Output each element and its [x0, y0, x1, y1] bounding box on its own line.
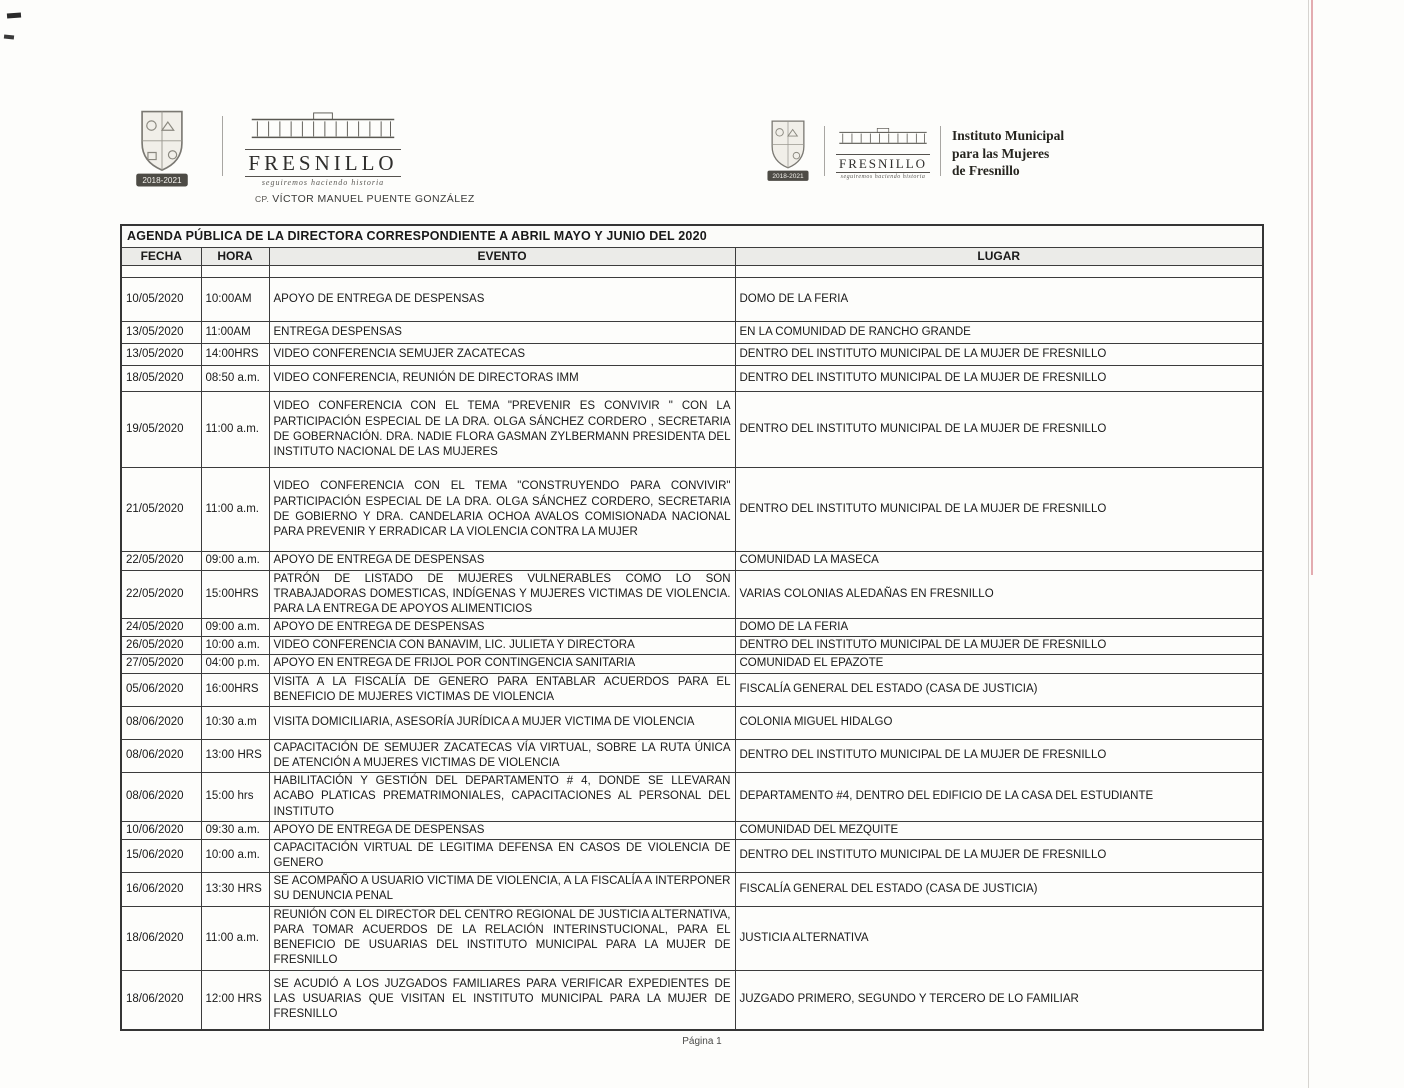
cell-hora: 14:00HRS [201, 344, 269, 366]
cell-fecha: 05/06/2020 [121, 673, 201, 706]
cell-hora: 08:50 a.m. [201, 366, 269, 392]
table-row [121, 570, 1263, 619]
cell-lugar: DENTRO DEL INSTITUTO MUNICIPAL DE LA MUJER DE FRESNILLO [735, 739, 1263, 772]
scan-red-line [1311, 0, 1313, 575]
cell-lugar: DENTRO DEL INSTITUTO MUNICIPAL DE LA MUJER DE FRESNILLO [735, 392, 1263, 468]
cell-fecha: 13/05/2020 [121, 344, 201, 366]
cell-fecha: 13/05/2020 [121, 322, 201, 344]
cell-lugar: COMUNIDAD EL EPAZOTE [735, 655, 1263, 673]
cell-hora: 10:00 a.m. [201, 637, 269, 655]
cell-fecha: 24/05/2020 [121, 619, 201, 637]
cell-fecha: 16/06/2020 [121, 873, 201, 906]
cell-evento: VIDEO CONFERENCIA CON EL TEMA "CONSTRUYENDO PARA CONVIVIR" PARTICIPACIÓN ESPECIAL DE LA DRA. OLGA SÁNCHEZ CORDERO, SECRETARIA DE GOBIERNO Y DRA. CANDELARIA OCHOA AVALOS COMISIONADA NACIONAL PARA PREVENIR Y ERRADICAR LA VIOLENCIA CONTRA LA MUJER [269, 468, 735, 552]
agenda-table-head [121, 225, 1263, 278]
table-row [121, 821, 1263, 839]
table-row [121, 970, 1263, 1030]
table-header-row [121, 247, 1263, 266]
cell-lugar: DENTRO DEL INSTITUTO MUNICIPAL DE LA MUJER DE FRESNILLO [735, 344, 1263, 366]
table-row [121, 873, 1263, 906]
agenda-rows [121, 278, 1263, 1030]
cell-evento: CAPACITACIÓN VIRTUAL DE LEGITIMA DEFENSA EN CASOS DE VIOLENCIA DE GENERO [269, 839, 735, 872]
cell-evento: APOYO DE ENTREGA DE DESPENSAS [269, 619, 735, 637]
cell-evento: HABILITACIÓN Y GESTIÓN DEL DEPARTAMENTO # 4, DONDE SE LLEVARAN ACABO PLATICAS PREMATRIMONIALES, CAPACITACIONES AL PERSONAL DEL INSTITUTO [269, 773, 735, 822]
cell-fecha: 08/06/2020 [121, 706, 201, 739]
cell-hora: 09:00 a.m. [201, 552, 269, 570]
institute-line: Instituto Municipal [952, 128, 1065, 143]
table-title-row [121, 225, 1263, 247]
column-header-evento: EVENTO [269, 247, 735, 266]
cell-evento: APOYO DE ENTREGA DE DESPENSAS [269, 821, 735, 839]
table-row [121, 637, 1263, 655]
cell-evento: SE ACOMPAÑO A USUARIO VICTIMA DE VIOLENCIA, A LA FISCALÍA A INTERPONER SU DENUNCIA PENAL [269, 873, 735, 906]
cell-hora: 10:30 a.m [201, 706, 269, 739]
institute-name [952, 127, 1064, 180]
cell-hora: 10:00 a.m. [201, 839, 269, 872]
cell-hora: 11:00 a.m. [201, 906, 269, 970]
column-header-hora: HORA [201, 247, 269, 266]
cell-lugar: COMUNIDAD DEL MEZQUITE [735, 821, 1263, 839]
signatory-name: VÍCTOR MANUEL PUENTE GONZÁLEZ [272, 193, 475, 205]
agenda-table [120, 224, 1264, 1031]
table-row [121, 906, 1263, 970]
cell-lugar: DEPARTAMENTO #4, DENTRO DEL EDIFICIO DE LA CASA DEL ESTUDIANTE [735, 773, 1263, 822]
cell-fecha: 22/05/2020 [121, 552, 201, 570]
cell-evento: PATRÓN DE LISTADO DE MUJERES VULNERABLES COMO LO SON TRABAJADORAS DOMESTICAS, INDÍGENAS Y MUJERES VICTIMAS DE VIOLENCIA. PARA LA ENTREGA DE APOYOS ALIMENTICIOS [269, 570, 735, 619]
cell-fecha: 18/06/2020 [121, 970, 201, 1030]
cell-hora: 15:00HRS [201, 570, 269, 619]
column-header-lugar: LUGAR [735, 247, 1263, 266]
header-divider [940, 126, 941, 176]
fresnillo-tagline: seguiremos haciendo historia [840, 174, 926, 180]
column-header-fecha: FECHA [121, 247, 201, 266]
cell-lugar: VARIAS COLONIAS ALEDAÑAS EN FRESNILLO [735, 570, 1263, 619]
cell-evento: VISITA A LA FISCALÍA DE GENERO PARA ENTABLAR ACUERDOS PARA EL BENEFICIO DE MUJERES VICTIMAS DE VIOLENCIA [269, 673, 735, 706]
cell-evento: VIDEO CONFERENCIA CON BANAVIM, LIC. JULIETA Y DIRECTORA [269, 637, 735, 655]
table-row [121, 392, 1263, 468]
cell-evento: REUNIÓN CON EL DIRECTOR DEL CENTRO REGIONAL DE JUSTICIA ALTERNATIVA, PARA TOMAR ACUERDOS DE LA RELACIÓN INTERINSTUCIONAL, PARA EL BENEFICIO DE USUARIAS DEL INSTITUTO MUNICIPAL PARA LA MUJER DE FRESNILLO [269, 906, 735, 970]
seal-years-label: 2018-2021 [142, 175, 182, 185]
cell-lugar: DENTRO DEL INSTITUTO MUNICIPAL DE LA MUJER DE FRESNILLO [735, 637, 1263, 655]
table-title: AGENDA PÚBLICA DE LA DIRECTORA CORRESPONDIENTE A ABRIL MAYO Y JUNIO DEL 2020 [121, 225, 1263, 247]
cell-evento: VIDEO CONFERENCIA, REUNIÓN DE DIRECTORAS IMM [269, 366, 735, 392]
table-row [121, 773, 1263, 822]
seal-years-label: 2018-2021 [772, 173, 804, 181]
cell-evento: CAPACITACIÓN DE SEMUJER ZACATECAS VÍA VIRTUAL, SOBRE LA RUTA ÚNICA DE ATENCIÓN A MUJERES VICTIMAS DE VIOLENCIA [269, 739, 735, 772]
cell-evento: VISITA DOMICILIARIA, ASESORÍA JURÍDICA A MUJER VICTIMA DE VIOLENCIA [269, 706, 735, 739]
cell-fecha: 18/06/2020 [121, 906, 201, 970]
cell-fecha: 10/06/2020 [121, 821, 201, 839]
cell-lugar: COMUNIDAD LA MASECA [735, 552, 1263, 570]
cell-hora: 11:00 a.m. [201, 392, 269, 468]
cell-fecha: 26/05/2020 [121, 637, 201, 655]
table-row [121, 468, 1263, 552]
table-row [121, 344, 1263, 366]
cell-lugar: DENTRO DEL INSTITUTO MUNICIPAL DE LA MUJER DE FRESNILLO [735, 839, 1263, 872]
cell-fecha: 22/05/2020 [121, 570, 201, 619]
table-row [121, 366, 1263, 392]
fresnillo-logo [240, 112, 406, 187]
cell-hora: 12:00 HRS [201, 970, 269, 1030]
cell-hora: 13:00 HRS [201, 739, 269, 772]
cell-evento: VIDEO CONFERENCIA CON EL TEMA "PREVENIR ES CONVIVIR " CON LA PARTICIPACIÓN ESPECIAL DE LA DRA. OLGA SÁNCHEZ CORDERO , SECRETARIA DE GOBERNACIÓN. DRA. NADIE FLORA GASMAN ZYLBERMANN PRESIDENTA DEL INSTITUTO NACIONAL DE LAS MUJERES [269, 392, 735, 468]
cell-fecha: 10/05/2020 [121, 278, 201, 322]
cell-lugar: DENTRO DEL INSTITUTO MUNICIPAL DE LA MUJER DE FRESNILLO [735, 366, 1263, 392]
cell-lugar: FISCALÍA GENERAL DEL ESTADO (CASA DE JUSTICIA) [735, 873, 1263, 906]
fresnillo-logo [832, 127, 934, 180]
municipal-seal-icon [126, 108, 198, 195]
signatory-prefix: CP. [255, 194, 270, 204]
cell-lugar: EN LA COMUNIDAD DE RANCHO GRANDE [735, 322, 1263, 344]
table-row [121, 839, 1263, 872]
table-row [121, 552, 1263, 570]
page-number: Página 1 [682, 1036, 722, 1047]
cell-hora: 16:00HRS [201, 673, 269, 706]
table-row [121, 278, 1263, 322]
header-divider [824, 126, 825, 176]
portal-building-icon [837, 127, 929, 147]
cell-fecha: 19/05/2020 [121, 392, 201, 468]
cell-lugar: FISCALÍA GENERAL DEL ESTADO (CASA DE JUSTICIA) [735, 673, 1263, 706]
cell-hora: 11:00 a.m. [201, 468, 269, 552]
cell-fecha: 08/06/2020 [121, 739, 201, 772]
cell-fecha: 18/05/2020 [121, 366, 201, 392]
fresnillo-wordmark: FRESNILLO [245, 149, 400, 177]
table-row [121, 739, 1263, 772]
cell-evento: VIDEO CONFERENCIA SEMUJER ZACATECAS [269, 344, 735, 366]
cell-evento: ENTREGA DESPENSAS [269, 322, 735, 344]
institute-line: para las Mujeres [952, 145, 1050, 161]
cell-hora: 11:00AM [201, 322, 269, 344]
cell-evento: APOYO EN ENTREGA DE FRIJOL POR CONTINGENCIA SANITARIA [269, 655, 735, 673]
cell-lugar: JUZGADO PRIMERO, SEGUNDO Y TERCERO DE LO FAMILIAR [735, 970, 1263, 1030]
cell-fecha: 21/05/2020 [121, 468, 201, 552]
portal-building-icon [248, 112, 398, 142]
cell-evento: APOYO DE ENTREGA DE DESPENSAS [269, 278, 735, 322]
header-divider [222, 116, 223, 176]
table-row [121, 619, 1263, 637]
cell-hora: 10:00AM [201, 278, 269, 322]
cell-hora: 09:30 a.m. [201, 821, 269, 839]
spacer-row [121, 266, 1263, 278]
cell-lugar: DOMO DE LA FERIA [735, 278, 1263, 322]
table-row [121, 706, 1263, 739]
signatory [255, 193, 475, 205]
table-row [121, 322, 1263, 344]
scan-mark [7, 13, 21, 19]
institute-line: de Fresnillo [952, 163, 1020, 179]
cell-hora: 13:30 HRS [201, 873, 269, 906]
cell-fecha: 27/05/2020 [121, 655, 201, 673]
table-row [121, 655, 1263, 673]
cell-lugar: COLONIA MIGUEL HIDALGO [735, 706, 1263, 739]
cell-hora: 15:00 hrs [201, 773, 269, 822]
cell-lugar: JUSTICIA ALTERNATIVA [735, 906, 1263, 970]
cell-evento: SE ACUDIÓ A LOS JUZGADOS FAMILIARES PARA VERIFICAR EXPEDIENTES DE LAS USUARIAS QUE VISITAN EL INSTITUTO MUNICIPAL PARA LA MUJER DE FRESNILLO [269, 970, 735, 1030]
scan-mark [4, 34, 14, 39]
cell-evento: APOYO DE ENTREGA DE DESPENSAS [269, 552, 735, 570]
cell-fecha: 15/06/2020 [121, 839, 201, 872]
scan-fold-line [1308, 0, 1309, 1088]
fresnillo-wordmark: FRESNILLO [836, 154, 930, 173]
cell-lugar: DENTRO DEL INSTITUTO MUNICIPAL DE LA MUJER DE FRESNILLO [735, 468, 1263, 552]
cell-fecha: 08/06/2020 [121, 773, 201, 822]
cell-hora: 04:00 p.m. [201, 655, 269, 673]
cell-lugar: DOMO DE LA FERIA [735, 619, 1263, 637]
cell-hora: 09:00 a.m. [201, 619, 269, 637]
table-row [121, 673, 1263, 706]
fresnillo-tagline: seguiremos haciendo historia [261, 178, 385, 187]
municipal-seal-icon [760, 118, 816, 189]
